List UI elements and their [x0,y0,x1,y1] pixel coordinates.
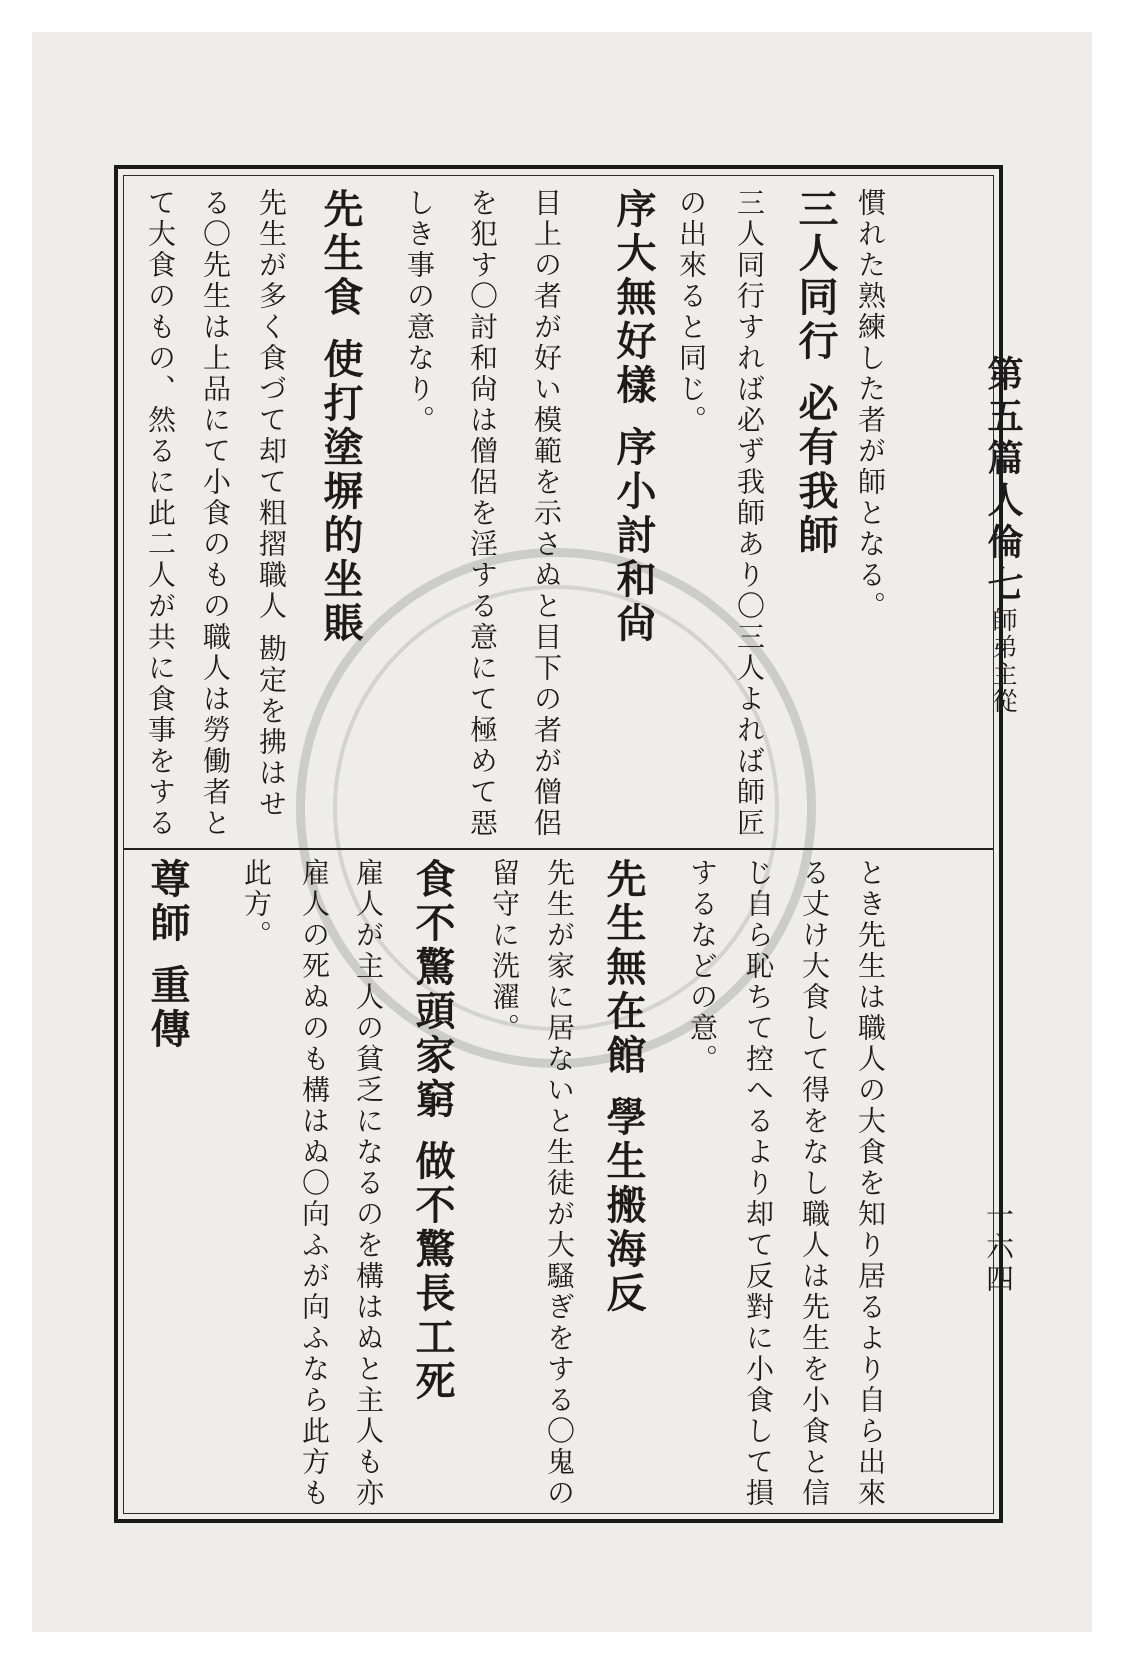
proverb-text: 食不驚頭家窮 做不驚長工死 [409,858,456,1404]
frame-divider [124,848,993,850]
lower-col-1: とき先生は職人の大食を知り居るより自ら出來 [854,858,887,1509]
upper-col-8: しき事の意なり。 [403,188,436,436]
upper-proverb-3 [317,188,364,646]
proverb-text: 先生食 使打塗塀的坐賬 [317,188,364,646]
lower-col-2: る丈け大食して得をなし職人は先生を小食と信 [798,858,831,1509]
upper-proverb-2 [610,188,657,646]
proverb-text: 先生無在館 學生搬海反 [600,858,647,1316]
proverb-text: 尊師 重傳 [144,858,191,1052]
upper-col-1: 慣れた熟練した者が師となる。 [854,188,887,622]
page-number: 一六四 [982,1200,1015,1296]
upper-proverb-1 [792,188,839,558]
lower-proverb-1 [600,858,647,1316]
lower-col-7: 留守に洗濯。 [488,858,521,1044]
lower-proverb-2 [409,858,456,1404]
upper-col-3: 三人同行すれば必ず我師あり〇三人よれば師匠 [733,188,766,839]
upper-col-12: て大食のもの、然るに此二人が共に食事をする [144,188,177,839]
header-title: 第五篇人倫七 [982,355,1024,607]
upper-col-10: 先生が多く食づて却て粗摺職人 勘定を拂はせ [255,188,288,820]
upper-col-11: る〇先生は上品にて小食のもの職人は勞働者と [199,188,232,839]
upper-col-7: を犯す〇討和尙は僧侶を淫する意にて極めて惡 [466,188,499,839]
lower-proverb-3 [144,858,191,1052]
upper-col-6: 目上の者が好い模範を示さぬと目下の者が僧侶 [530,188,563,839]
lower-col-11: 此方。 [240,858,273,951]
header-section: 師弟主從 [989,607,1018,715]
proverb-text: 三人同行 必有我師 [792,188,839,558]
proverb-text: 序大無好樣 序小討和尙 [610,188,657,646]
lower-col-6: 先生が家に居ないと生徒が大騷ぎをする〇鬼の [543,858,576,1509]
lower-col-10: 雇人の死ぬのも構はぬ〇向ふが向ふなら此方も [298,858,331,1509]
lower-col-3: じ自ら恥ちて控へるより却て反對に小食して損 [742,858,775,1509]
lower-col-4: するなどの意。 [686,858,719,1075]
upper-col-4: の出來ると同じ。 [675,188,708,436]
lower-col-9: 雇人が主人の貧乏になるのを構はぬと主人も亦 [352,858,385,1509]
